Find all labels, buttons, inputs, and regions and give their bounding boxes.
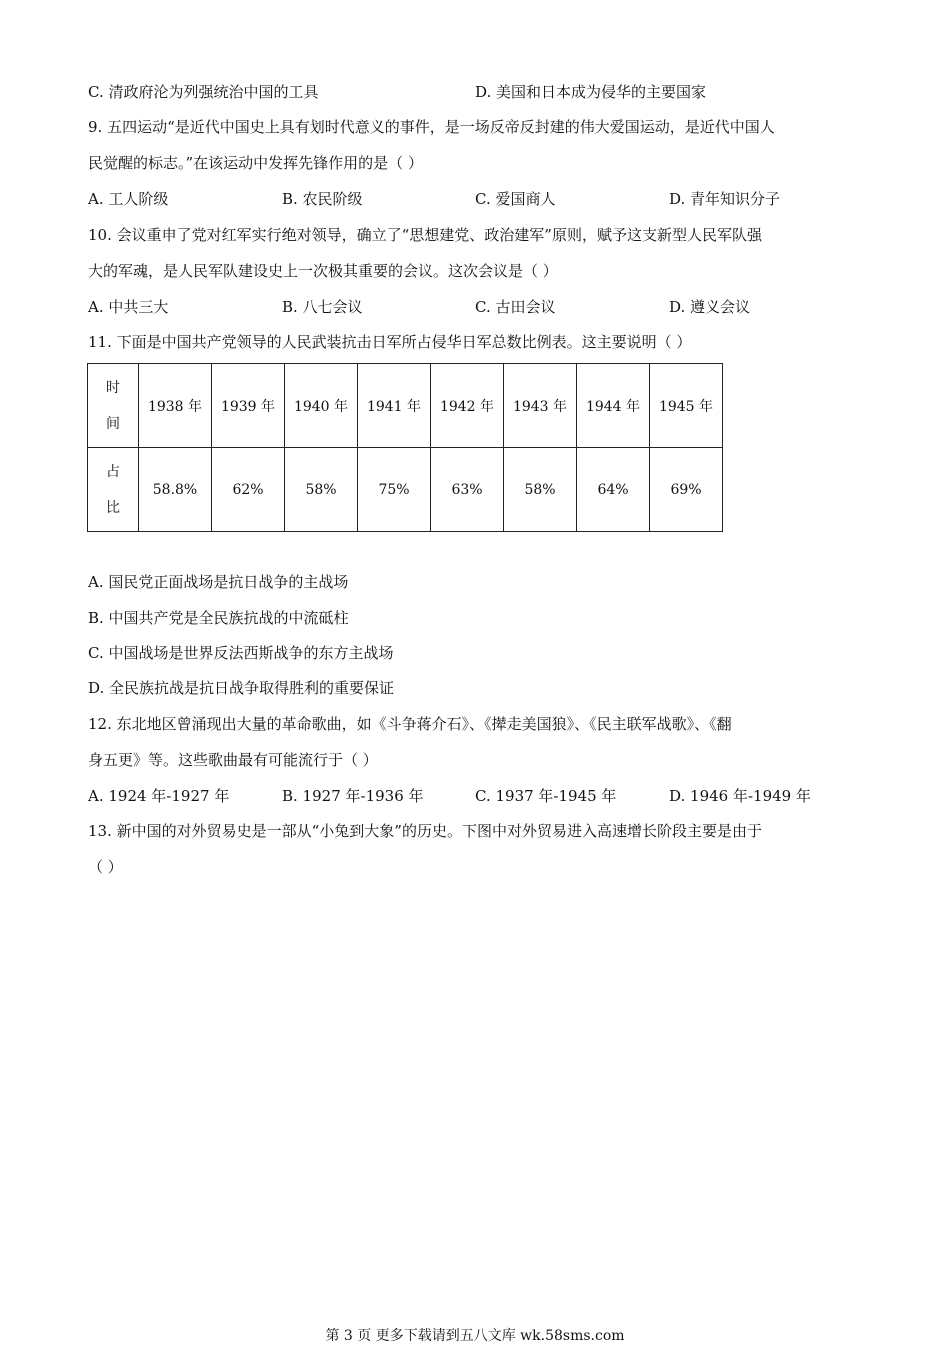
ratio-cell: 69% xyxy=(650,448,723,532)
q9-option-c: C. 爱国商人 xyxy=(475,190,556,208)
ratio-cell: 58% xyxy=(285,448,358,532)
year-cell: 1944 年 xyxy=(577,364,650,448)
q9-option-d: D. 青年知识分子 xyxy=(669,190,781,208)
q9-stem-line1: 9. 五四运动“是近代中国史上具有划时代意义的事件，是一场反帝反封建的伟大爱国运动，是近代中国人 xyxy=(88,118,775,136)
ratio-cell: 58% xyxy=(504,448,577,532)
q12-stem-line1: 12. 东北地区曾涌现出大量的革命歌曲，如《斗争蒋介石》、《撵走美国狼》、《民主联军战歌》、《翻 xyxy=(88,715,732,733)
q9-option-a: A. 工人阶级 xyxy=(88,190,169,208)
ratio-cell: 75% xyxy=(358,448,431,532)
q13-stem-line1: 13. 新中国的对外贸易史是一部从“小兔到大象”的历史。下图中对外贸易进入高速增长阶段主要是由于 xyxy=(88,822,762,840)
row-header-time: 时 间 xyxy=(88,364,139,448)
q11-option-a: A. 国民党正面战场是抗日战争的主战场 xyxy=(88,573,349,591)
table-row-ratios xyxy=(88,448,723,532)
year-cell: 1939 年 xyxy=(212,364,285,448)
year-cell: 1940 年 xyxy=(285,364,358,448)
q9-option-b: B. 农民阶级 xyxy=(282,190,363,208)
ratio-cell: 64% xyxy=(577,448,650,532)
q11-option-d: D. 全民族抗战是抗日战争取得胜利的重要保证 xyxy=(88,679,395,697)
q11-option-b: B. 中国共产党是全民族抗战的中流砥柱 xyxy=(88,609,349,627)
year-cell: 1945 年 xyxy=(650,364,723,448)
q12-stem-line2: 身五更》等。这些歌曲最有可能流行于（ ） xyxy=(88,751,378,769)
table-row-years xyxy=(88,364,723,448)
q12-option-b: B. 1927 年-1936 年 xyxy=(282,787,424,805)
q8-option-c: C. 清政府沦为列强统治中国的工具 xyxy=(88,83,319,101)
page-footer: 第 3 页 更多下载请到五八文库 wk.58sms.com xyxy=(325,1328,625,1344)
ratio-table xyxy=(87,363,723,532)
q12-option-c: C. 1937 年-1945 年 xyxy=(475,787,617,805)
ratio-cell: 62% xyxy=(212,448,285,532)
ratio-cell: 63% xyxy=(431,448,504,532)
q11-stem: 11. 下面是中国共产党领导的人民武装抗击日军所占侵华日军总数比例表。这主要说明（ ） xyxy=(88,333,692,351)
row-header-ratio: 占 比 xyxy=(88,448,139,532)
year-cell: 1941 年 xyxy=(358,364,431,448)
q9-stem-line2: 民觉醒的标志。”在该运动中发挥先锋作用的是（ ） xyxy=(88,154,423,172)
q10-stem-line2: 大的军魂，是人民军队建设史上一次极其重要的会议。这次会议是（ ） xyxy=(88,262,558,280)
year-cell: 1938 年 xyxy=(139,364,212,448)
q10-option-a: A. 中共三大 xyxy=(88,298,169,316)
q12-option-a: A. 1924 年-1927 年 xyxy=(88,787,230,805)
q10-option-c: C. 古田会议 xyxy=(475,298,556,316)
q8-option-d: D. 美国和日本成为侵华的主要国家 xyxy=(475,83,707,101)
q13-stem-line2: （ ） xyxy=(88,858,123,876)
q12-option-d: D. 1946 年-1949 年 xyxy=(669,787,811,805)
q10-option-d: D. 遵义会议 xyxy=(669,298,751,316)
q10-stem-line1: 10. 会议重申了党对红军实行绝对领导，确立了“思想建党、政治建军”原则，赋予这支新型人民军队强 xyxy=(88,226,762,244)
ratio-cell: 58.8% xyxy=(139,448,212,532)
q10-option-b: B. 八七会议 xyxy=(282,298,363,316)
year-cell: 1942 年 xyxy=(431,364,504,448)
year-cell: 1943 年 xyxy=(504,364,577,448)
q11-option-c: C. 中国战场是世界反法西斯战争的东方主战场 xyxy=(88,644,394,662)
